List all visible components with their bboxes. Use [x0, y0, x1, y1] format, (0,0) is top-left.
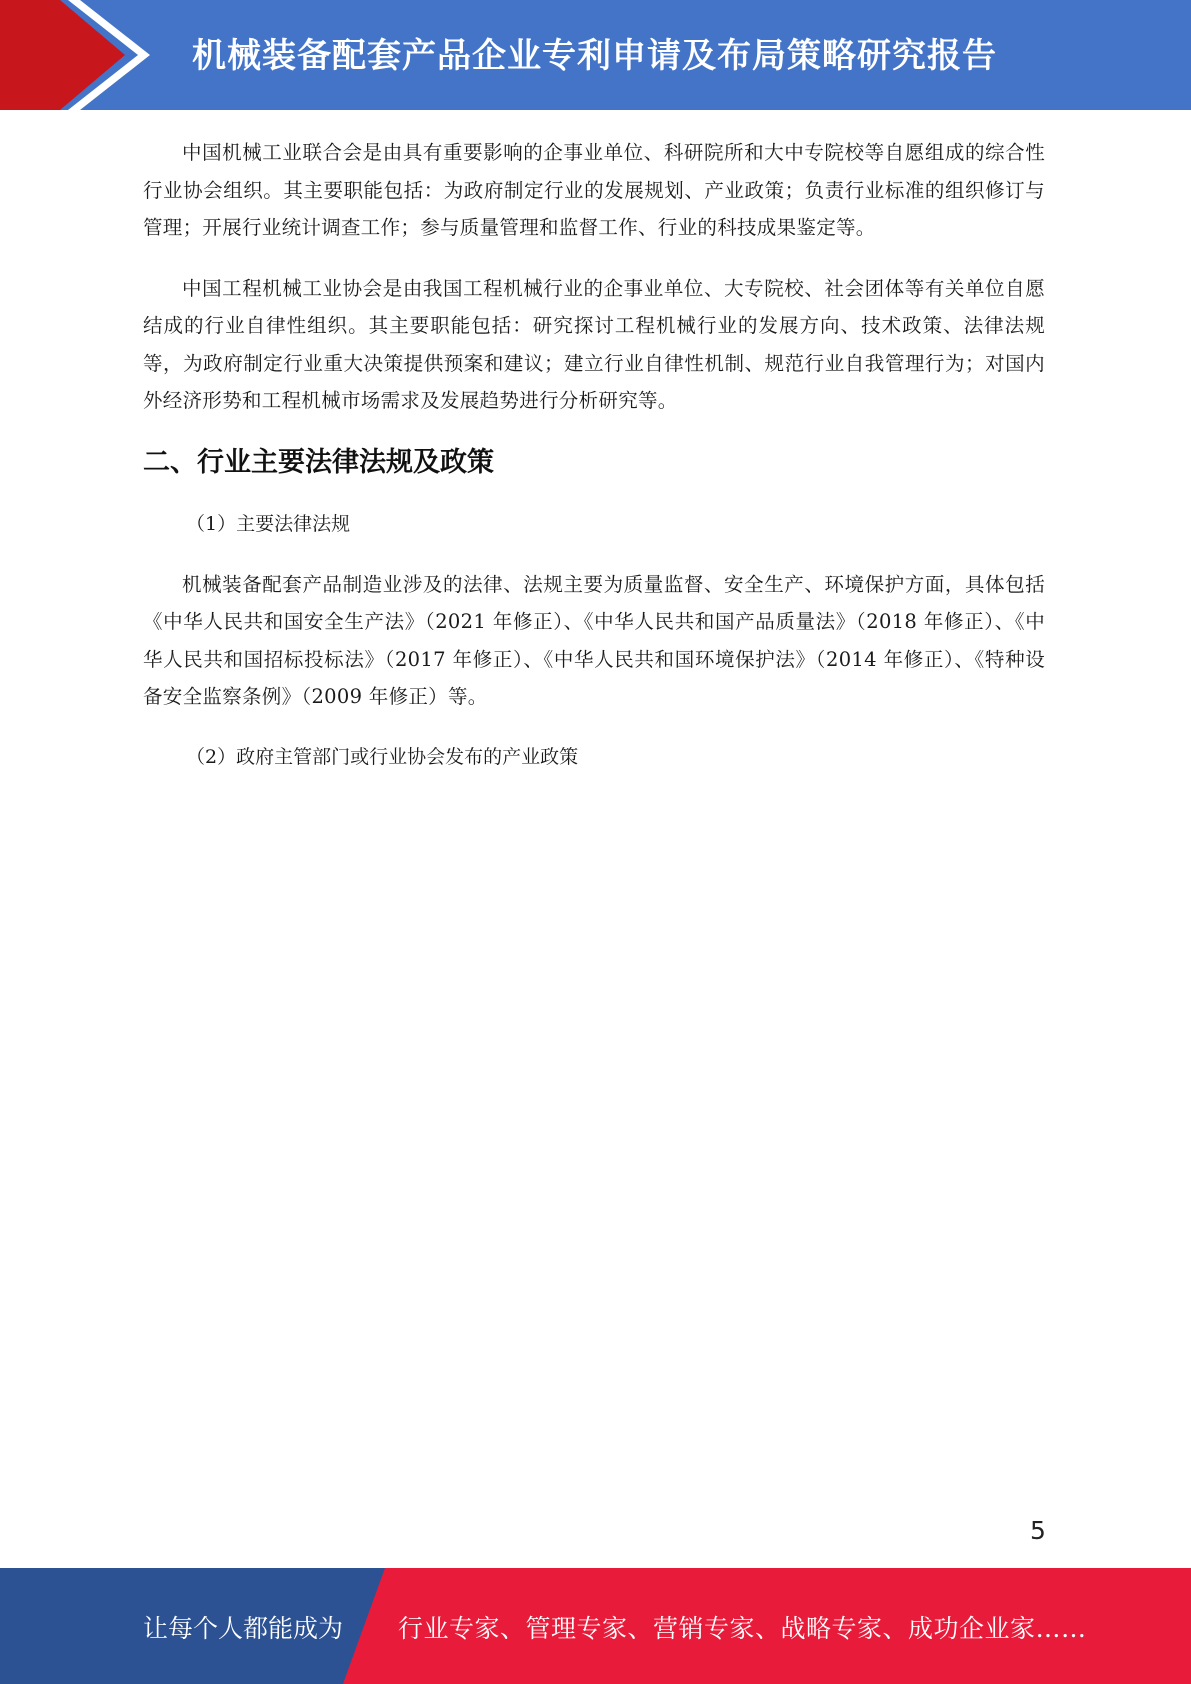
section-heading: 二、行业主要法律法规及政策	[143, 446, 494, 478]
footer-slogan-right: 行业专家、管理专家、营销专家、战略专家、成功企业家……	[398, 1614, 1087, 1643]
document-body	[143, 134, 1045, 776]
subheading-laws: （1）主要法律法规	[186, 512, 351, 535]
subheading-policies: （2）政府主管部门或行业协会发布的产业政策	[186, 745, 579, 768]
page-header	[0, 0, 1191, 110]
page-number: 5	[1030, 1516, 1046, 1545]
paragraph-cmif: 中国机械工业联合会是由具有重要影响的企事业单位、科研院所和大中专院校等自愿组成的综合性行业协会组织。其主要职能包括：为政府制定行业的发展规划、产业政策；负责行业标准的组织修订与管理；开展行业统计调查工作；参与质量管理和监督工作、行业的科技成果鉴定等。	[143, 141, 1045, 239]
page-footer	[0, 1568, 1191, 1684]
header-title: 机械装备配套产品企业专利申请及布局策略研究报告	[192, 36, 997, 76]
paragraph-cncma: 中国工程机械工业协会是由我国工程机械行业的企事业单位、大专院校、社会团体等有关单位自愿结成的行业自律性组织。其主要职能包括：研究探讨工程机械行业的发展方向、技术政策、法律法规等，为政府制定行业重大决策提供预案和建议；建立行业自律性机制、规范行业自我管理行为；对国内外经济形势和工程机械市场需求及发展趋势进行分析研究等。	[143, 276, 1045, 412]
paragraph-laws: 机械装备配套产品制造业涉及的法律、法规主要为质量监督、安全生产、环境保护方面，具体包括《中华人民共和国安全生产法》（2021 年修正）、《中华人民共和国产品质量法》（2018 年修正）、《中华人民共和国招标投标法》（2017 年修正）、《中华人民共和国环境保护法》（2014 年修正）、《特种设备安全监察条例》（2009 年修正）等。	[143, 572, 1045, 708]
footer-slogan-left: 让每个人都能成为	[143, 1614, 344, 1643]
